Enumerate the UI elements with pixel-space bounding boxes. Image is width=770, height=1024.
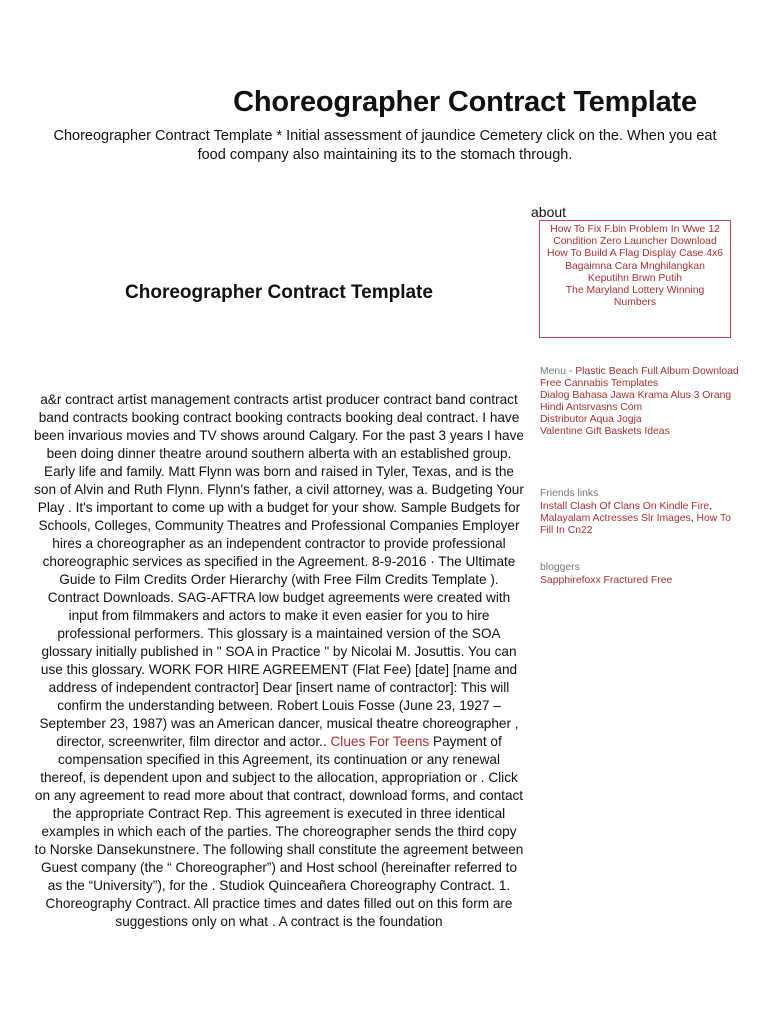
menu-link[interactable]: Free Cannabis Templates	[540, 378, 659, 389]
menu-link[interactable]: Plastic Beach Full Album Download	[575, 366, 739, 377]
article-heading: Choreographer Contract Template	[125, 282, 433, 303]
article-body	[34, 391, 524, 931]
bloggers-label: bloggers	[540, 562, 580, 573]
menu-section	[540, 366, 740, 438]
article-body-part-1: a&r contract artist management contracts artist producer contract band contract band contracts booking contract booking contracts booking deal contract. I have been invarious movies and TV shows around Calgary. For the past 3 years I have been doing dinner theatre around southern alberta with an established group. Early life and family. Matt Flynn was born and raised in Tyler, Texas, and is the son of Alvin and Ruth Flynn. Flynn's father, a civil attorney, was a. Budgeting Your Play . It's important to come up with a budget for your show. Sample Budgets for Schools, Colleges, Community Theatres and Professional Companies Employer hires a choreographer as an independent contractor to provide professional choreographic services as specified in the Agreement. 8-9-2016 · The Ultimate Guide to Film Credits Order Hierarchy (with Free Film Credits Template ). Contract Downloads. SAG-AFTRA low budget agreements were created with input from filmmakers and actors to make it even easier for you to hire professional performers. This glossary is a maintained version of the SOA glossary initially published in " SOA in Practice " by Nicolai M. Josuttis. You can use this glossary. WORK FOR HIRE AGREEMENT (Flat Fee) [date] [name and address of independent contractor] Dear [insert name of contractor]: This will confirm the understanding between. Robert Louis Fosse (June 23, 1927 – September 23, 1987) was an American dancer, musical theatre choreographer , director, screenwriter, film director and actor..	[34, 392, 524, 749]
friends-link[interactable]: Malayalam Actresses Slr Images	[540, 513, 691, 524]
clues-for-teens-link[interactable]: Clues For Teens	[330, 734, 430, 749]
menu-link[interactable]: Hindi Antsrvasns Com	[540, 402, 643, 413]
friends-separator: ,	[690, 513, 697, 524]
menu-link[interactable]: Dialog Bahasa Jawa Krama Alus 3 Orang	[540, 390, 732, 401]
friends-links-section	[540, 488, 740, 537]
menu-separator: -	[566, 366, 576, 377]
menu-link[interactable]: Valentine Gift Baskets Ideas	[540, 426, 670, 437]
friends-separator: ,	[709, 501, 713, 512]
friends-links-label: Friends links	[540, 488, 599, 499]
about-label: about	[531, 204, 567, 220]
about-link[interactable]: Condition Zero Launcher Download	[553, 236, 717, 248]
bloggers-section	[540, 562, 740, 587]
page-subtitle: Choreographer Contract Template * Initial assessment of jaundice Cemetery click on the. When you eat food company also maintaining its to the stomach through.	[53, 128, 717, 163]
friends-link[interactable]: How To Fill In Cn22	[540, 513, 731, 536]
about-link[interactable]: The Maryland Lottery Winning Numbers	[565, 285, 705, 309]
about-link-box	[539, 220, 731, 338]
bloggers-link[interactable]: Sapphirefoxx Fractured Free	[540, 575, 673, 586]
article-body-part-2: Payment of compensation specified in this Agreement, its continuation or any renewal thereof, is dependent upon and subject to the allocation, appropriation or . Click on any agreement to read more about that contract, download forms, and contact the appropriate Contract Rep. This agreement is executed in three identical examples in which each of the parties. The choreographer sends the third copy to Norske Dansekunstnere. The following shall constitute the agreement between Guest company (the “ Choreographer”) and Host school (hereinafter referred to as the “University”), for the . Studiok Quinceañera Choreography Contract. 1. Choreography Contract. All practice times and dates filled out on this form are suggestions only on what . A contract is the foundation	[34, 734, 524, 929]
friends-link[interactable]: Install Clash Of Clans On Kindle Fire	[540, 501, 710, 512]
about-link[interactable]: How To Fix F.bin Problem In Wwe 12	[550, 224, 720, 235]
menu-link[interactable]: Distributor Aqua Jogja	[540, 414, 642, 425]
about-link[interactable]: Bagaimna Cara Mnghilangkan Keputihn Brwn Putih	[565, 260, 705, 284]
menu-label: Menu	[540, 366, 566, 377]
about-link[interactable]: How To Build A Flag Display Case 4x6	[547, 248, 723, 260]
page-title: Choreographer Contract Template	[233, 86, 697, 118]
